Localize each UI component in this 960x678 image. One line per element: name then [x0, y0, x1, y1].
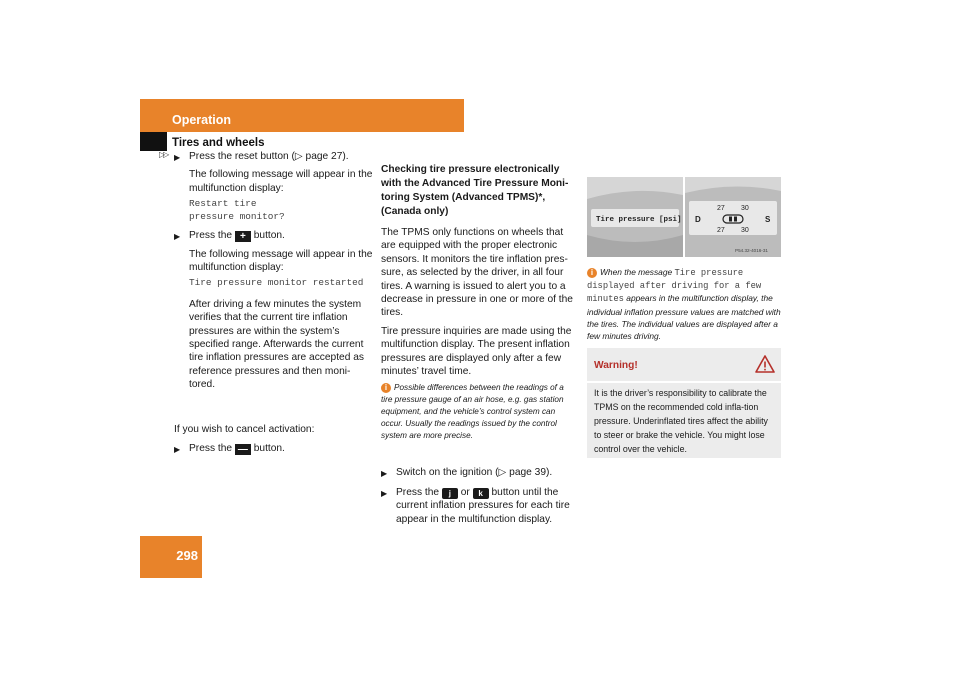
tire-fr: 30	[741, 205, 749, 212]
img1-text: Tire pressure [psi]	[596, 216, 682, 224]
display-restarted: Tire pressure monitor restarted	[189, 277, 364, 289]
plus-key-icon: +	[235, 231, 251, 242]
tpms-note: i Possible differences between the readings of a tire pressure gauge of an air hose, e.g. gas station equipment, and the vehicle’s control system can occur. Usually the readings issued by the control system are more precise.	[381, 383, 564, 441]
warning-body: It is the driver’s responsibility to calibrate the TPMS on the recommended cold infla-tion pressure. Underinflated tires affect the ability to steer or brake the vehicle. You might lose control over the vehicle.	[594, 388, 768, 454]
subsection-title: Tires and wheels	[172, 137, 265, 149]
label-s: S	[765, 215, 771, 224]
image-caption: i When the message Tire pressure displayed after driving for a few minutes appears in the multifunction display, the individual inflation pressure values are matched with the tires. The individual values are displayed after a few minutes driving.	[587, 267, 781, 342]
left-column	[189, 150, 374, 392]
info-icon: i	[587, 268, 597, 278]
after-driving-text: After driving a few minutes the system verifies that the current tire inflation pressures are within the system’s specified range. Afterwards the current tire inflation pressures are accepted as reference pressures and then moni-tored.	[189, 298, 364, 391]
tpms-para1: The TPMS only functions on wheels that are equipped with the proper electronic sensors. It monitors the tire inflation pres-sure, as selected by the driver, in all four tires. A warning is issued to alert you to a decrease in pressure in one or more of the tires.	[381, 227, 573, 319]
display-image-tire-pressure	[587, 177, 683, 257]
warning-title: Warning!	[594, 360, 638, 371]
tire-rr: 30	[741, 227, 749, 234]
minus-key-icon: —	[235, 444, 251, 455]
continuation-mark: ▷▷	[159, 150, 168, 159]
tire-rl: 27	[717, 227, 725, 234]
key-j-icon: j	[442, 488, 458, 499]
label-d: D	[695, 215, 701, 224]
tpms-heading: Checking tire pressure electronically with the Advanced Tire Pressure Moni-toring System (Advanced TPMS)*, (Canada only)	[381, 164, 569, 217]
page-number: 298	[176, 548, 198, 563]
step-reset-msg: The following message will appear in the multifunction display:	[189, 169, 373, 194]
image-code: P54.32-4016-31	[735, 248, 768, 253]
section-title: Operation	[172, 113, 232, 127]
tpms-para2: Tire pressure inquiries are made using the multifunction display. The present inflation pressures are displayed only after a few minutes’ travel time.	[381, 325, 572, 378]
tire-fl: 27	[717, 205, 725, 212]
step-press-jk: ▶ Press the j or k button until the current inflation pressures for each tire appear in the multifunction display.	[396, 486, 578, 526]
step-plus: ▶ Press the + button.	[189, 229, 374, 242]
warning-triangle-icon	[755, 354, 775, 374]
key-k-icon: k	[473, 488, 489, 499]
header-marker	[140, 132, 167, 151]
step-ignition: ▶ Switch on the ignition (▷ page 39).	[396, 466, 576, 479]
display-restart: Restart tire pressure monitor?	[189, 198, 285, 223]
cancel-heading: If you wish to cancel activation:	[174, 424, 315, 435]
middle-column	[381, 163, 576, 442]
warning-divider	[587, 381, 781, 383]
info-icon: i	[381, 383, 391, 393]
display-image-tire-values	[685, 177, 781, 257]
step-reset: ▶ Press the reset button (▷ page 27).	[189, 150, 374, 163]
step-plus-msg: The following message will appear in the multifunction display:	[189, 248, 373, 274]
step-minus: ▶ Press the — button.	[189, 442, 374, 455]
